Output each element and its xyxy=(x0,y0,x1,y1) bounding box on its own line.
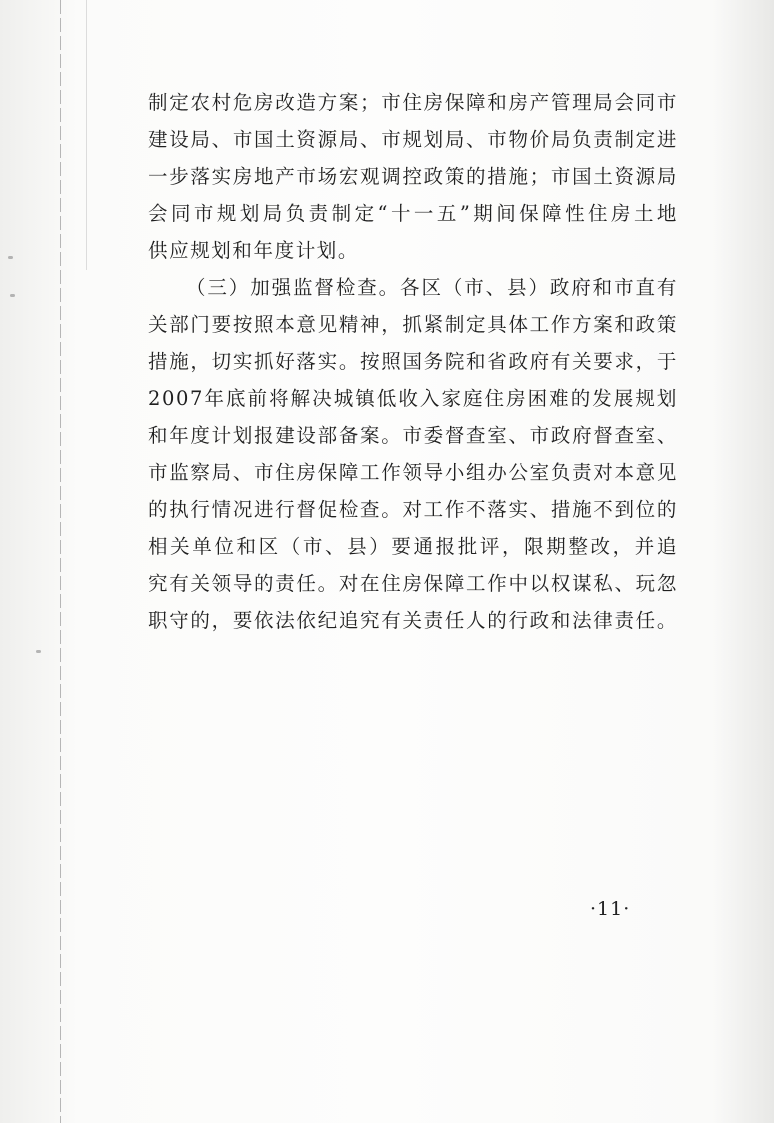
page-number: ·11· xyxy=(590,898,631,920)
scan-speck xyxy=(10,294,15,297)
binding-shadow-line xyxy=(86,0,87,270)
text-line: 和年度计划报建设部备案。市委督查室、市政府督查室、 xyxy=(148,424,678,447)
text-line: 措施，切实抓好落实。按照国务院和省政府有关要求，于 xyxy=(148,350,678,373)
text-line: 制定农村危房改造方案；市住房保障和房产管理局会同市 xyxy=(148,91,678,114)
text-line: 的执行情况进行督促检查。对工作不落实、措施不到位的 xyxy=(148,498,678,521)
paragraph-2 xyxy=(148,269,678,639)
paragraph-1 xyxy=(148,84,678,269)
text-line: 相关单位和区（市、县）要通报批评，限期整改，并追 xyxy=(148,535,678,558)
binding-margin-line xyxy=(60,0,61,1123)
scan-speck xyxy=(8,256,13,259)
scan-speck xyxy=(36,650,41,653)
text-line: 建设局、市国土资源局、市规划局、市物价局负责制定进 xyxy=(148,128,678,151)
text-line: 究有关领导的责任。对在住房保障工作中以权谋私、玩忽 xyxy=(148,572,678,595)
body-text xyxy=(148,84,678,639)
text-line: 市监察局、市住房保障工作领导小组办公室负责对本意见 xyxy=(148,461,678,484)
text-line: 供应规划和年度计划。 xyxy=(148,239,360,262)
text-line: 职守的，要依法依纪追究有关责任人的行政和法律责任。 xyxy=(148,609,678,632)
text-line: （三）加强监督检查。各区（市、县）政府和市直有 xyxy=(186,276,678,299)
text-line: 关部门要按照本意见精神，抓紧制定具体工作方案和政策 xyxy=(148,313,678,336)
text-line: 会同市规划局负责制定“十一五”期间保障性住房土地 xyxy=(148,202,678,225)
text-line: 2007年底前将解决城镇低收入家庭住房困难的发展规划 xyxy=(148,387,678,410)
text-line: 一步落实房地产市场宏观调控政策的措施；市国土资源局 xyxy=(148,165,678,188)
